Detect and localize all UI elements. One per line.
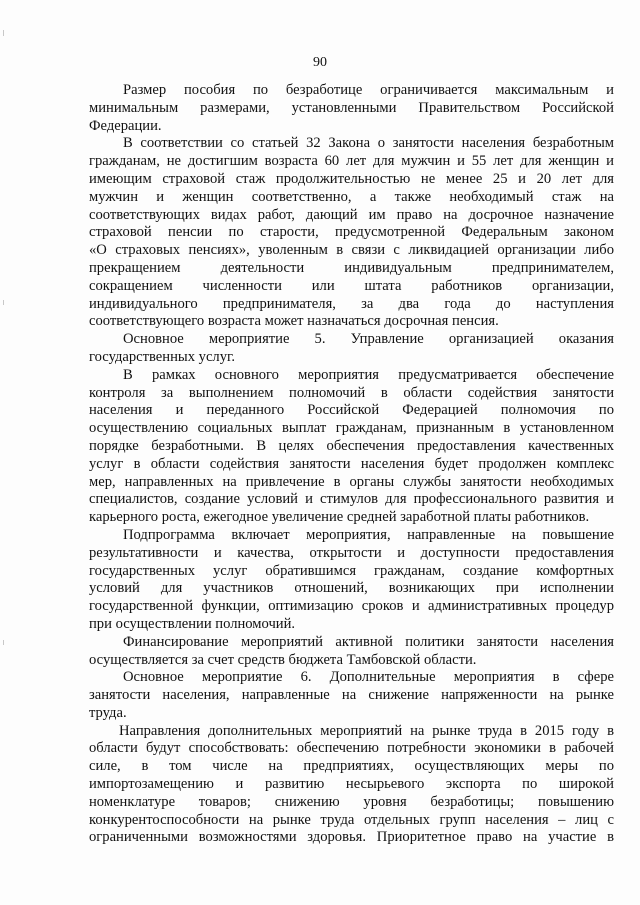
text-line: порядке безработными. В целях обеспечения предоставления качественных [89, 437, 614, 454]
text-line: Размер пособия по безработице ограничивается максимальным и [123, 82, 614, 98]
text-line: сокращением численности или штата работников организации, [89, 277, 614, 294]
paragraph [89, 135, 614, 331]
text-line: государственных услуг обратившимся гражданам, создание комфортных [89, 562, 614, 579]
text-line: прекращением деятельности индивидуальным предпринимателем, [89, 259, 614, 276]
text-line: Подпрограмма включает мероприятия, направленные на повышение [123, 526, 614, 543]
text-line: контроля за выполнением полномочий в области содействия занятости [89, 384, 614, 401]
text-line: услуг в области содействия занятости населения будет продолжен комплекс [89, 455, 614, 472]
text-line: индивидуального предпринимателя, за два года до наступления [89, 295, 614, 312]
text-line: населения и переданного Российской Федерацией полномочия по [89, 402, 614, 419]
text-line: карьерного роста, ежегодное увеличение средней заработной платы работников. [89, 509, 590, 526]
text-line: конкурентоспособности на рынке труда отдельных групп населения – лиц с [89, 811, 614, 828]
text-line: условий для участников отношений, возникающих при исполнении [89, 580, 614, 597]
text-line: Основное мероприятие 5. Управление организацией оказания [123, 331, 614, 348]
text-line: соответствующего возраста может назначаться досрочная пенсия. [89, 313, 499, 330]
text-line: мужчин и женщин соответственно, а также необходимый стаж на [89, 188, 614, 205]
text-line: занятости населения, направленные на снижение напряженности на рынке [89, 687, 614, 704]
text-line: мер, направленных на привлечение в органы службы занятости необходимых [89, 473, 614, 490]
paragraph [89, 331, 614, 367]
text-line: страховой пенсии по старости, предусмотренной Федеральным законом [89, 224, 614, 241]
paragraph [89, 367, 614, 527]
text-line: номенклатуре товаров; снижению уровня безработицы; повышению [89, 793, 614, 810]
page-number: 90 [313, 55, 327, 70]
text-line: импортозамещению и развитию несырьевого экспорта по широкой [89, 776, 614, 793]
text-line: В рамках основного мероприятия предусматривается обеспечение [123, 366, 614, 383]
text-line: Основное мероприятие 6. Дополнительные мероприятия в сфере [123, 669, 614, 686]
text-line: «О страховых пенсиях», уволенным в связи с ликвидацией организации либо [89, 242, 614, 259]
text-line: Финансирование мероприятий активной политики занятости населения [123, 633, 614, 650]
text-line: гражданам, не достигшим возраста 60 лет для мужчин и 55 лет для женщин и [89, 153, 614, 170]
text-line: специалистов, создание условий и стимулов для профессионального развития и [89, 491, 614, 508]
text-line: имеющим страховой стаж продолжительностью не менее 25 и 20 лет для [89, 170, 614, 187]
text-line: государственной функции, оптимизацию сроков и административных процедур [89, 598, 614, 615]
text-line: области будут способствовать: обеспечению потребности экономики в рабочей [89, 740, 614, 757]
text-line: силе, в том числе на предприятиях, осуществляющих меры по [89, 758, 614, 775]
scan-edge-mark [3, 640, 4, 645]
text-line: Федерации. [89, 117, 162, 134]
text-line: соответствующих видах работ, дающий им право на досрочное назначение [89, 206, 614, 223]
text-line: В соответствии со статьей 32 Закона о занятости населения безработным [123, 135, 614, 152]
text-line: при осуществлении полномочий. [89, 615, 296, 632]
text-line: осуществлению социальных выплат гражданам, признанным в установленном [89, 420, 614, 437]
paragraph [89, 669, 614, 722]
paragraph [89, 723, 614, 848]
paragraph [89, 527, 614, 634]
text-line: осуществляется за счет средств бюджета Тамбовской области. [89, 651, 477, 668]
text-line: Направления дополнительных мероприятий на рынке труда в 2015 году в [119, 722, 614, 739]
body-text [89, 82, 614, 847]
paragraph [89, 634, 614, 670]
scan-edge-mark [3, 300, 4, 305]
scan-edge-mark [3, 30, 4, 36]
text-line: результативности и качества, открытости и доступности предоставления [89, 544, 614, 561]
text-line: ограниченными возможностями здоровья. Приоритетное право на участие в [89, 829, 614, 846]
text-line: труда. [89, 704, 127, 721]
text-line: минимальным размерами, установленными Правительством Российской [89, 99, 614, 116]
paragraph [89, 82, 614, 135]
text-line: государственных услуг. [89, 348, 235, 365]
